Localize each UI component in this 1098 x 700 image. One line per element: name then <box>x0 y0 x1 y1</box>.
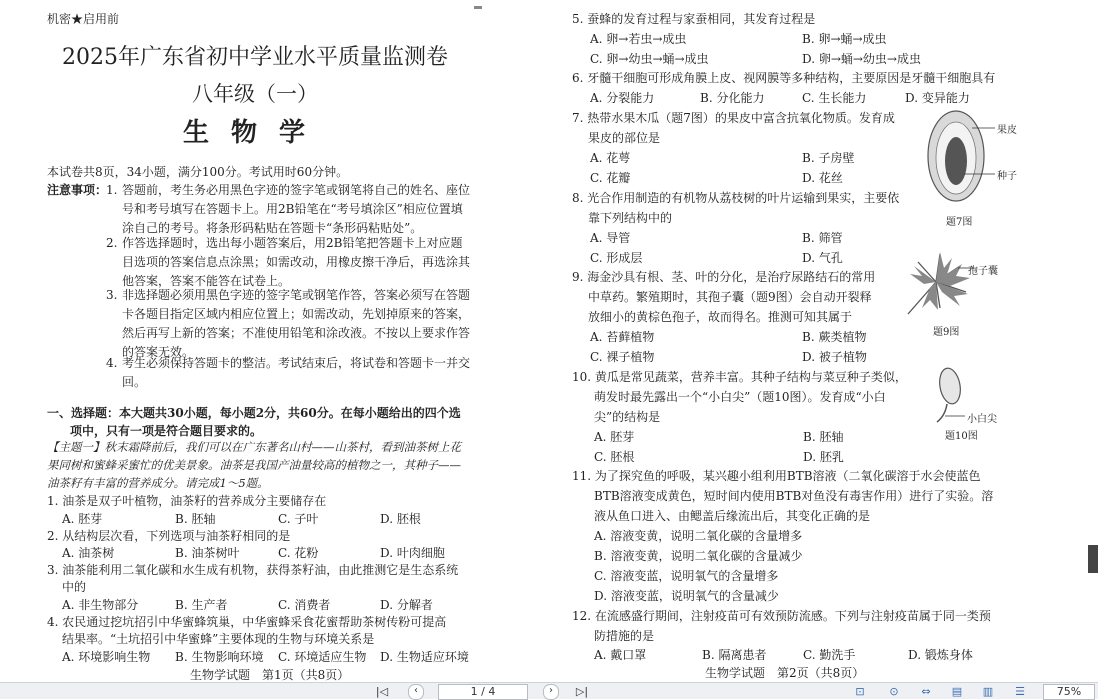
notice-text: 作答选择题时，选出每小题答案后，用2B铅笔把答题卡上对应题目选项的答案信息点涂黑；如需改动，用橡皮擦干净后，再选涂其他答案，答案不能答在试卷上。 <box>122 236 471 288</box>
option: B. 卵→蛹→成虫 <box>802 32 887 46</box>
question-stem: 12. 在流感盛行期间，注射疫苗可有效预防流感。下列与注射疫苗属于同一类预 <box>572 609 991 623</box>
option: A. 非生物部分 <box>62 598 139 612</box>
option: D. 胚乳 <box>803 450 844 464</box>
fig9-caption: 题9图 <box>933 327 960 338</box>
page-number-input[interactable]: 1 / 4 <box>438 684 528 700</box>
question-stem: 5. 蚕蜂的发育过程与家蚕相同，其发育过程是 <box>572 12 816 26</box>
question-stem-cont: 液从鱼口进入、由鳃盖后缘流出后，其变化正确的是 <box>594 509 871 523</box>
question-stem-cont: 靠下列结构中的 <box>588 211 673 225</box>
continuous-icon[interactable]: ☰ <box>1015 685 1025 698</box>
option: C. 子叶 <box>278 512 319 526</box>
option: A. 胚芽 <box>62 512 103 526</box>
option: D. 卵→蛹→幼虫→成虫 <box>802 52 921 66</box>
option: D. 叶肉细胞 <box>380 546 445 560</box>
page-footer: 生物学试题 第1页（共8页） <box>190 668 350 682</box>
option: D. 花丝 <box>802 171 843 185</box>
option: B. 分化能力 <box>700 91 765 105</box>
notice-text: 答题前，考生务必用黑色字迹的签字笔或钢笔将自己的姓名、座位号和考号填写在答题卡上。用2B铅笔在“考号填涂区”相应位置填涂自己的考号。将条形码粘贴在答题卡“条形码粘贴处”。 <box>122 183 471 235</box>
option: C. 勤洗手 <box>803 648 856 662</box>
question-stem-cont: 防措施的是 <box>594 629 655 643</box>
option: D. 被子植物 <box>802 350 867 364</box>
page-left <box>0 0 480 682</box>
option: B. 隔离患者 <box>702 648 767 662</box>
question-stem-cont: 果皮的部位是 <box>588 131 661 145</box>
notice-item <box>106 181 472 238</box>
label-peel: 果皮 <box>997 125 1017 136</box>
question-stem-cont: 放细小的黄棕色孢子，故而得名。推测可知其属于 <box>588 310 853 324</box>
actual-size-icon[interactable]: ⊡ <box>855 685 865 698</box>
question-stem: 8. 光合作用制造的有机物从荔枝树的叶片运输到果实，主要依 <box>572 191 900 205</box>
two-page-icon[interactable]: ▥ <box>982 685 994 698</box>
option: C. 环境适应生物 <box>278 650 367 664</box>
intro-text: 本试卷共8页，34小题，满分100分。考试用时60分钟。 <box>47 165 349 179</box>
option: B. 子房壁 <box>802 151 855 165</box>
option: C. 生长能力 <box>802 91 867 105</box>
option: A. 油茶树 <box>62 546 115 560</box>
option: A. 导管 <box>590 231 631 245</box>
notice-item <box>106 354 472 392</box>
fig10-caption: 题10图 <box>945 431 978 442</box>
option: C. 胚根 <box>594 450 635 464</box>
subject-title: 生物学 <box>182 118 327 148</box>
option: C. 形成层 <box>590 251 643 265</box>
option: A. 花萼 <box>590 151 631 165</box>
option: D. 溶液变蓝，说明氧气的含量减少 <box>594 589 779 603</box>
option: C. 消费者 <box>278 598 331 612</box>
question-stem-cont: 结果率。“土坑招引中华蜜蜂”主要体现的生物与环境关系是 <box>62 632 375 646</box>
option: C. 裸子植物 <box>590 350 655 364</box>
option: A. 分裂能力 <box>590 91 655 105</box>
question-stem: 3. 油茶能利用二氧化碳和水生成有机物，获得茶籽油，由此推测它是生态系统 <box>47 563 459 577</box>
option: B. 筛管 <box>802 231 843 245</box>
option: B. 胚轴 <box>803 430 844 444</box>
option: B. 蕨类植物 <box>802 330 867 344</box>
fern-figure <box>900 248 980 320</box>
option: D. 气孔 <box>802 251 843 265</box>
option: B. 油茶树叶 <box>175 546 240 560</box>
last-page-button[interactable]: ▷| <box>575 685 589 698</box>
single-page-icon[interactable]: ▤ <box>951 685 963 698</box>
option: A. 溶液变黄，说明二氧化碳的含量增多 <box>594 529 803 543</box>
first-page-button[interactable]: |◁ <box>375 685 389 698</box>
prev-page-button[interactable]: ‹ <box>408 684 424 700</box>
scrollbar-thumb[interactable] <box>1088 545 1098 573</box>
page-footer: 生物学试题 第2页（共8页） <box>705 666 865 680</box>
question-stem: 4. 农民通过挖坑招引中华蜜蜂筑巢，中华蜜蜂采食花蜜帮助茶树传粉可提高 <box>47 615 447 629</box>
question-stem-cont: 中草药。繁殖期时，其孢子囊（题9图）会自动开裂释 <box>588 290 872 304</box>
option: C. 卵→幼虫→蛹→成虫 <box>590 52 709 66</box>
question-stem: 7. 热带水果木瓜（题7图）的果皮中富含抗氧化物质。发育成 <box>572 111 895 125</box>
option: B. 生产者 <box>175 598 228 612</box>
option: A. 苔藓植物 <box>590 330 655 344</box>
option: D. 胚根 <box>380 512 421 526</box>
page-right <box>540 0 1085 682</box>
notice-number: 1. <box>106 183 118 197</box>
scan-mark <box>474 6 482 9</box>
option: B. 溶液变黄，说明二氧化碳的含量减少 <box>594 549 803 563</box>
notice-label: 注意事项： <box>47 183 108 197</box>
notice-number: 2. <box>106 236 118 250</box>
question-stem: 11. 为了探究鱼的呼吸，某兴趣小组利用BTB溶液（二氧化碳溶于水会使蓝色 <box>572 469 981 483</box>
notice-item <box>106 286 472 362</box>
option: D. 变异能力 <box>905 91 970 105</box>
fit-page-icon[interactable]: ⊙ <box>889 685 899 698</box>
option: C. 花粉 <box>278 546 319 560</box>
question-stem-cont: BTB溶液变成黄色，短时间内使用BTB对鱼没有毒害作用）进行了实验。溶 <box>594 489 994 503</box>
notice-item <box>106 234 472 291</box>
option: C. 溶液变蓝，说明氧气的含量增多 <box>594 569 779 583</box>
option: B. 胚轴 <box>175 512 216 526</box>
pdf-toolbar <box>0 682 1098 699</box>
label-seed: 种子 <box>997 171 1017 182</box>
option: B. 生物影响环境 <box>175 650 264 664</box>
option: A. 卵→若虫→成虫 <box>590 32 687 46</box>
option: D. 分解者 <box>380 598 433 612</box>
option: D. 生物适应环境 <box>380 650 469 664</box>
notice-text: 考生必须保持答题卡的整洁。考试结束后，将试卷和答题卡一并交回。 <box>122 356 471 389</box>
label-spore: 孢子囊 <box>968 266 998 277</box>
question-stem: 1. 油茶是双子叶植物，油茶籽的营养成分主要储存在 <box>47 494 327 508</box>
notice-number: 3. <box>106 288 118 302</box>
question-stem-cont: 萌发时最先露出一个“小白尖”（题10图）。发育成“小白 <box>594 390 886 404</box>
option: C. 花瓣 <box>590 171 631 185</box>
notice-text: 非选择题必须用黑色字迹的签字笔或钢笔作答，答案必须写在答题卡各题目指定区域内相应位置上；如需改动，先划掉原来的答案，然后再写上新的答案；不准使用铅笔和涂改液。不按以上要求作答的答案无效。 <box>122 288 471 359</box>
question-stem: 6. 牙髓干细胞可形成角膜上皮、视网膜等多种结构，主要原因是牙髓干细胞具有 <box>572 71 996 85</box>
zoom-level[interactable]: 75% <box>1043 684 1095 700</box>
question-stem-cont: 中的 <box>62 580 87 594</box>
fig7-caption: 题7图 <box>946 217 973 228</box>
question-stem: 10. 黄瓜是常见蔬菜，营养丰富。其种子结构与菜豆种子类似， <box>572 370 907 384</box>
label-tip: 小白尖 <box>967 414 997 425</box>
exam-title: 2025年广东省初中学业水平质量监测卷 <box>62 45 448 70</box>
option: D. 锻炼身体 <box>908 648 973 662</box>
grade-title: 八年级（一） <box>192 82 318 106</box>
option: A. 戴口罩 <box>594 648 647 662</box>
option: A. 环境影响生物 <box>62 650 151 664</box>
question-stem: 2. 从结构层次看，下列选项与油茶籽相同的是 <box>47 529 291 543</box>
section-heading: 一、选择题：本大题共30小题，每小题2分，共60分。在每小题给出的四个选 <box>47 406 461 420</box>
fit-width-icon[interactable]: ⇔ <box>921 685 931 698</box>
theme-paragraph: 【主题一】秋末霜降前后，我们可以在广东著名山村——山茶村，看到油茶树上花果同树和蜜蜂采蜜忙的优美景象。油茶是我国产油量较高的植物之一，其种子——油茶籽有丰富的营养成分。请完成1～5题。 <box>47 440 461 490</box>
question-stem: 9. 海金沙具有根、茎、叶的分化，是治疗尿路结石的常用 <box>572 270 876 284</box>
option: A. 胚芽 <box>594 430 635 444</box>
question-stem-cont: 尖”的结构是 <box>594 410 661 424</box>
section-heading-cont: 项中，只有一项是符合题目要求的。 <box>70 424 263 438</box>
next-page-button[interactable]: › <box>543 684 559 700</box>
notice-number: 4. <box>106 356 118 370</box>
secret-label: 机密★启用前 <box>47 12 120 26</box>
